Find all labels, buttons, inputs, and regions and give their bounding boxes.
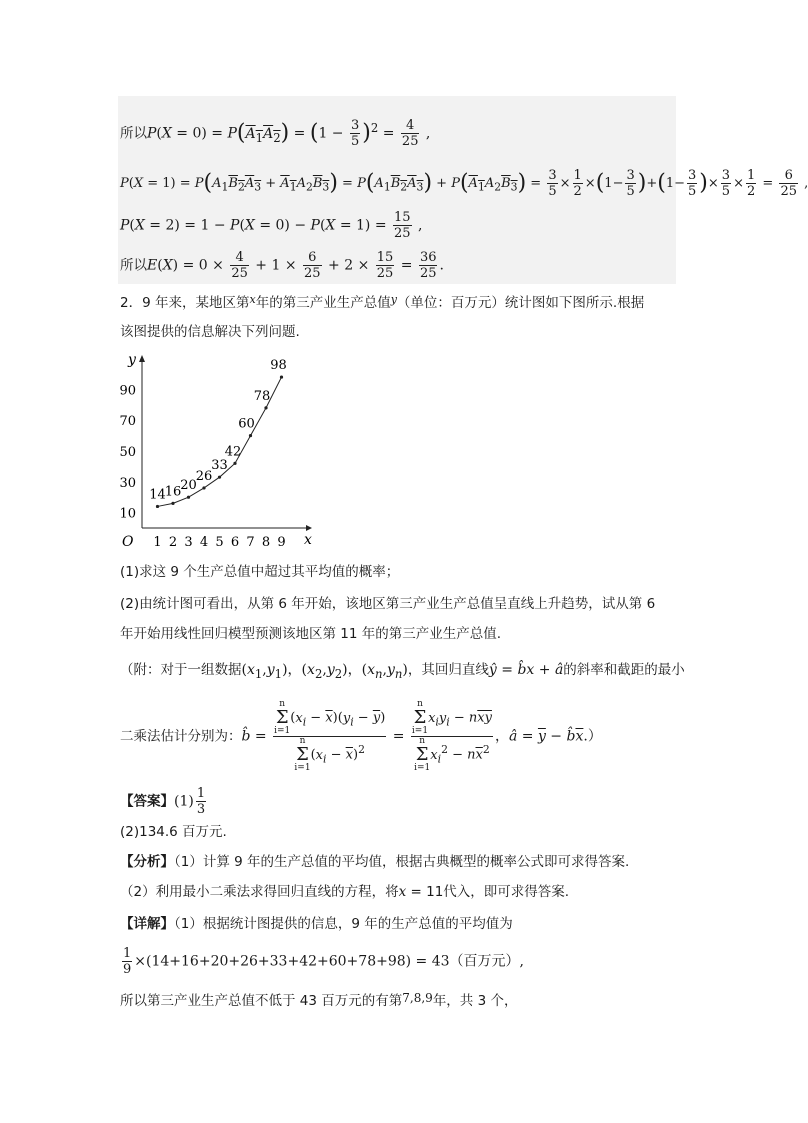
note-line2-formula: 二乘法估计分别为：b̂ = n Σ $i=1(x_i - \overline{x})(y_i - \overline{y})$ n Σ $i=1(x_i - \overline{x})^2$ = n Σ $i=1x_iy_i - n\overline{xy}$ n Σ $i=1x_i^2 - n\overline{x}^2$ ，â = $\overline{y}$ − $b̂\overline{x}$.） [120, 699, 602, 773]
x-axis-label: x [304, 532, 312, 548]
data-label: 33 [211, 458, 228, 474]
data-point [233, 462, 236, 465]
y-tick-label: 10 [119, 506, 136, 522]
analysis-line2: （2）利用最小二乘法求得回归直线的方程，将x = 11代入，即可求得答案. [120, 884, 570, 900]
x-tick-label: 7 [246, 535, 255, 550]
y-axis-arrow [139, 355, 145, 362]
data-label: 78 [253, 388, 271, 404]
data-label: 20 [180, 478, 197, 494]
data-point [187, 496, 190, 499]
x-tick-label: 8 [261, 535, 271, 550]
data-point [280, 375, 283, 378]
x-tick-label: 3 [184, 535, 193, 550]
data-label: 26 [195, 468, 213, 484]
y-tick-label: 50 [119, 445, 136, 460]
analysis-line1: 【分析】（1）计算 9 年的生产总值的平均值，根据古典概型的概率公式即可求得答案. [120, 854, 630, 870]
y-tick-label: 70 [119, 414, 136, 430]
x-tick-label: 6 [230, 535, 240, 550]
data-point [264, 406, 267, 409]
detail-line1: 【详解】（1）根据统计图提供的信息，9 年的生产总值的平均值为 [120, 916, 513, 932]
prob-x1-line: $P(X = 1) = P(A_1B_2A_3 + A_1A_2B_3) = P(A_1B_2A_3) + P(A_1A_2B_3)$ = $\frac{3}{5}$ × $\frac{1}{2}$ ×(1− $\frac{3}{5}$ )+(1− $\frac{3}{5}$ )× $\frac{3}{5}$ × $\frac{1}{2}$ = $\frac{6}{25}$ , [120, 168, 808, 199]
x-tick-label: 5 [215, 535, 224, 550]
x-axis-arrow [306, 525, 312, 531]
expectation-line: 所以E(X) = 0 × $\frac{4}{25}$ + 1 × $\frac{6}{25}$ + 2 × $\frac{15}{25}$ = $\frac{36}{25}$ . [120, 250, 444, 281]
prob-x2-line: P(X = 2) = 1 − P(X = 0) − P(X = 1) = $\frac{15}{25}$ , [120, 210, 423, 241]
x-tick-label: 1 [153, 535, 162, 550]
data-point [156, 505, 159, 508]
chart-axes [119, 352, 312, 550]
question-2-line1: (2)由统计图可看出，从第 6 年开始，该地区第三产业生产总值呈直线上升趋势，试从第 6 [120, 596, 656, 612]
answer-1: 【答案】(1) $\frac{1}{3}$ [120, 786, 206, 817]
question-1: (1)求这 9 个生产总值中超过其平均值的概率； [120, 564, 400, 580]
detail-line3: 所以第三产业生产总值不低于 43 百万元的有第7,8,9年，共 3 个， [120, 991, 518, 1009]
problem-stem-line2: 该图提供的信息解决下列问题. [120, 324, 300, 340]
data-label: 98 [270, 358, 287, 374]
y-tick-label: 30 [119, 475, 136, 491]
data-label: 60 [238, 416, 255, 432]
data-label: 16 [164, 484, 182, 500]
line-chart [114, 350, 314, 550]
origin-label: O [122, 534, 134, 550]
x-tick-label: 2 [168, 535, 178, 550]
data-label: 14 [149, 487, 166, 503]
data-point [218, 476, 221, 479]
note-line1: （附：对于一组数据$(x_1,y_1)$，$(x_2,y_2)$，$(x_n,y_n)$，其回归直线ŷ = b̂x + â的斜率和截距的最小 [120, 662, 685, 681]
y-axis-label: y [128, 352, 136, 368]
x-tick-label: 4 [199, 535, 209, 550]
data-point [249, 434, 252, 437]
data-label: 42 [224, 444, 242, 460]
prob-x0-line: 所以$P(X = 0) = P(A_1A_2) = (1$ − $\frac{3}{5}$ )$^2$ = $\frac{4}{25}$ , [120, 118, 431, 150]
answer-2: (2)134.6 百万元. [120, 824, 227, 840]
y-tick-label: 90 [119, 383, 136, 399]
detail-mean-calc: $\frac{1}{9}$ ×(14+16+20+26+33+42+60+78+98) = 43（百万元）, [123, 946, 525, 977]
x-tick-label: 9 [277, 535, 286, 550]
question-2-line2: 年开始用线性回归模型预测该地区第 11 年的第三产业生产总值. [120, 626, 502, 642]
problem-stem-line1: 2．9 年来，某地区第$^x$年的第三产业生产总值$^y$（单位：百万元）统计图如下图所示.根据 [120, 293, 645, 311]
data-point [171, 502, 174, 505]
data-point [202, 486, 205, 489]
